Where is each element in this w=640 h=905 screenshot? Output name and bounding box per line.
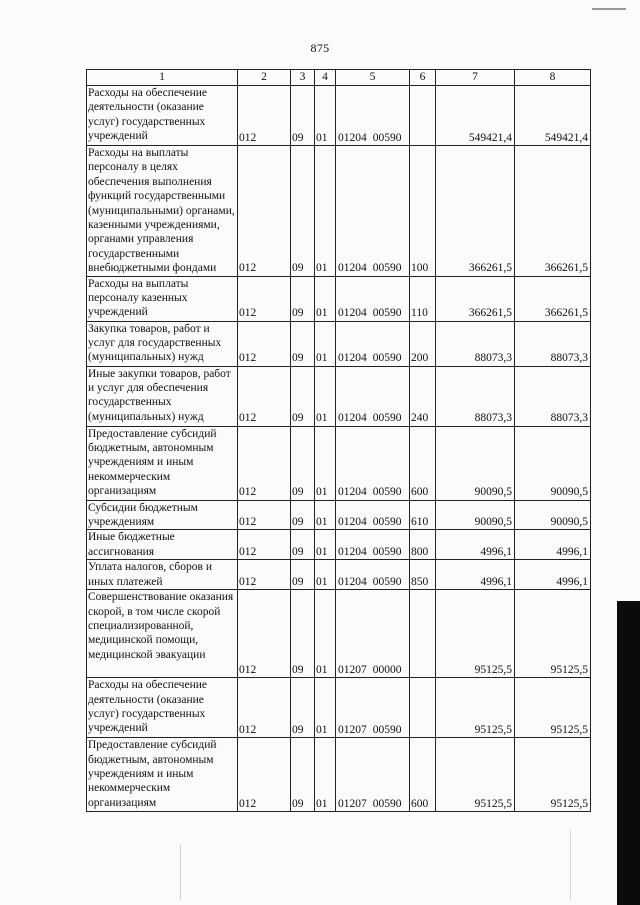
column-header: 8 [515,70,591,86]
column-header: 5 [336,70,410,86]
table-row [87,678,591,738]
target-article-cell [336,276,410,321]
row-name-cell: Иные бюджетные ассигнования [87,530,238,560]
target-article-cell [336,590,410,678]
subsection-code-cell: 01 [315,86,336,146]
section-code-cell: 09 [291,366,315,426]
amount-year1-cell: 366261,5 [436,146,515,277]
column-header: 1 [87,70,238,86]
admin-code-cell: 012 [238,500,291,530]
target-article-cell [336,530,410,560]
target-article-direction: 00000 [372,663,402,676]
target-article-cell [336,321,410,366]
expense-type-cell: 110 [410,276,436,321]
section-code-cell: 09 [291,146,315,277]
scan-artifact [570,830,571,900]
row-name-cell: Предоставление субсидий бюджетным, автономным учреждениям и иным некоммерческим организациям [87,426,238,500]
target-article-cell [336,86,410,146]
scan-artifact [180,845,181,900]
table-header-row [87,70,591,86]
target-article-program: 01204 [338,486,367,499]
amount-year1-cell: 95125,5 [436,678,515,738]
target-article-program: 01204 [338,412,367,425]
amount-year2-cell: 4996,1 [515,530,591,560]
amount-year2-cell: 4996,1 [515,560,591,590]
target-article-direction: 00590 [372,486,402,499]
budget-table [86,69,591,812]
target-article-cell [336,366,410,426]
column-header: 6 [410,70,436,86]
subsection-code-cell: 01 [315,276,336,321]
expense-type-cell [410,86,436,146]
table-row [87,86,591,146]
amount-year1-cell: 95125,5 [436,738,515,812]
expense-type-cell [410,678,436,738]
admin-code-cell: 012 [238,738,291,812]
target-article-program: 01204 [338,545,367,558]
expense-type-cell: 600 [410,738,436,812]
target-article-program: 01204 [338,131,367,144]
section-code-cell: 09 [291,560,315,590]
target-article-program: 01207 [338,797,367,810]
subsection-code-cell: 01 [315,678,336,738]
page-number: 875 [310,41,330,55]
row-name-cell: Иные закупки товаров, работ и услуг для обеспечения государственных (муниципальных) нужд [87,366,238,426]
target-article-cell [336,738,410,812]
row-name-cell: Закупка товаров, работ и услуг для государственных (муниципальных) нужд [87,321,238,366]
admin-code-cell: 012 [238,321,291,366]
amount-year1-cell: 90090,5 [436,500,515,530]
amount-year1-cell: 88073,3 [436,366,515,426]
target-article-direction: 00590 [372,131,402,144]
subsection-code-cell: 01 [315,146,336,277]
target-article-direction: 00590 [372,723,402,736]
amount-year2-cell: 88073,3 [515,366,591,426]
amount-year2-cell: 366261,5 [515,146,591,277]
target-article-cell [336,146,410,277]
expense-type-cell: 800 [410,530,436,560]
expense-type-cell: 850 [410,560,436,590]
amount-year1-cell: 549421,4 [436,86,515,146]
target-article-program: 01204 [338,262,367,275]
section-code-cell: 09 [291,426,315,500]
target-article-program: 01207 [338,723,367,736]
subsection-code-cell: 01 [315,366,336,426]
admin-code-cell: 012 [238,426,291,500]
admin-code-cell: 012 [238,146,291,277]
table-row [87,146,591,277]
amount-year1-cell: 90090,5 [436,426,515,500]
target-article-cell [336,560,410,590]
expense-type-cell: 610 [410,500,436,530]
target-article-direction: 00590 [372,412,402,425]
row-name-cell: Расходы на обеспечение деятельности (оказание услуг) государственных учреждений [87,678,238,738]
table-row [87,560,591,590]
amount-year2-cell: 88073,3 [515,321,591,366]
section-code-cell: 09 [291,678,315,738]
subsection-code-cell: 01 [315,560,336,590]
table-row [87,590,591,678]
row-name-cell: Расходы на выплаты персоналу казенных учреждений [87,276,238,321]
section-code-cell: 09 [291,86,315,146]
amount-year2-cell: 366261,5 [515,276,591,321]
row-name-cell: Совершенствование оказания скорой, в том числе скорой специализированной, медицинской помощи, медицинской эвакуации [87,590,238,678]
expense-type-cell: 600 [410,426,436,500]
table-row [87,426,591,500]
admin-code-cell: 012 [238,678,291,738]
amount-year2-cell: 549421,4 [515,86,591,146]
admin-code-cell: 012 [238,560,291,590]
subsection-code-cell: 01 [315,590,336,678]
scan-mark [592,8,626,10]
section-code-cell: 09 [291,321,315,366]
admin-code-cell: 012 [238,366,291,426]
amount-year1-cell: 95125,5 [436,590,515,678]
column-header: 4 [315,70,336,86]
target-article-cell [336,426,410,500]
section-code-cell: 09 [291,530,315,560]
table-row [87,276,591,321]
target-article-cell [336,678,410,738]
table-row [87,366,591,426]
target-article-program: 01204 [338,307,367,320]
expense-type-cell: 200 [410,321,436,366]
amount-year2-cell: 95125,5 [515,738,591,812]
amount-year1-cell: 4996,1 [436,530,515,560]
target-article-direction: 00590 [372,352,402,365]
column-header: 3 [291,70,315,86]
row-name-cell: Субсидии бюджетным учреждениям [87,500,238,530]
section-code-cell: 09 [291,590,315,678]
amount-year1-cell: 366261,5 [436,276,515,321]
expense-type-cell [410,590,436,678]
table-row [87,321,591,366]
table-row [87,500,591,530]
subsection-code-cell: 01 [315,321,336,366]
column-header: 2 [238,70,291,86]
expense-type-cell: 100 [410,146,436,277]
amount-year2-cell: 90090,5 [515,500,591,530]
subsection-code-cell: 01 [315,530,336,560]
target-article-program: 01204 [338,575,367,588]
subsection-code-cell: 01 [315,500,336,530]
row-name-cell: Предоставление субсидий бюджетным, автономным учреждениям и иным некоммерческим организациям [87,738,238,812]
target-article-direction: 00590 [372,307,402,320]
target-article-direction: 00590 [372,797,402,810]
subsection-code-cell: 01 [315,426,336,500]
section-code-cell: 09 [291,276,315,321]
table-row [87,738,591,812]
target-article-cell [336,500,410,530]
target-article-program: 01204 [338,352,367,365]
column-header: 7 [436,70,515,86]
row-name-cell: Расходы на выплаты персоналу в целях обеспечения выполнения функций государственными (муниципальными) органами, казенными учреждениями, органами управления государственными внебюджетными фондами [87,146,238,277]
table-row [87,530,591,560]
amount-year2-cell: 95125,5 [515,678,591,738]
target-article-program: 01207 [338,663,367,676]
amount-year2-cell: 95125,5 [515,590,591,678]
amount-year1-cell: 88073,3 [436,321,515,366]
section-code-cell: 09 [291,500,315,530]
admin-code-cell: 012 [238,86,291,146]
admin-code-cell: 012 [238,590,291,678]
target-article-direction: 00590 [372,575,402,588]
target-article-direction: 00590 [372,516,402,529]
target-article-direction: 00590 [372,545,402,558]
admin-code-cell: 012 [238,276,291,321]
section-code-cell: 09 [291,738,315,812]
row-name-cell: Расходы на обеспечение деятельности (оказание услуг) государственных учреждений [87,86,238,146]
amount-year2-cell: 90090,5 [515,426,591,500]
row-name-cell: Уплата налогов, сборов и иных платежей [87,560,238,590]
scan-edge-bar [617,601,640,905]
subsection-code-cell: 01 [315,738,336,812]
admin-code-cell: 012 [238,530,291,560]
amount-year1-cell: 4996,1 [436,560,515,590]
target-article-program: 01204 [338,516,367,529]
expense-type-cell: 240 [410,366,436,426]
target-article-direction: 00590 [372,262,402,275]
